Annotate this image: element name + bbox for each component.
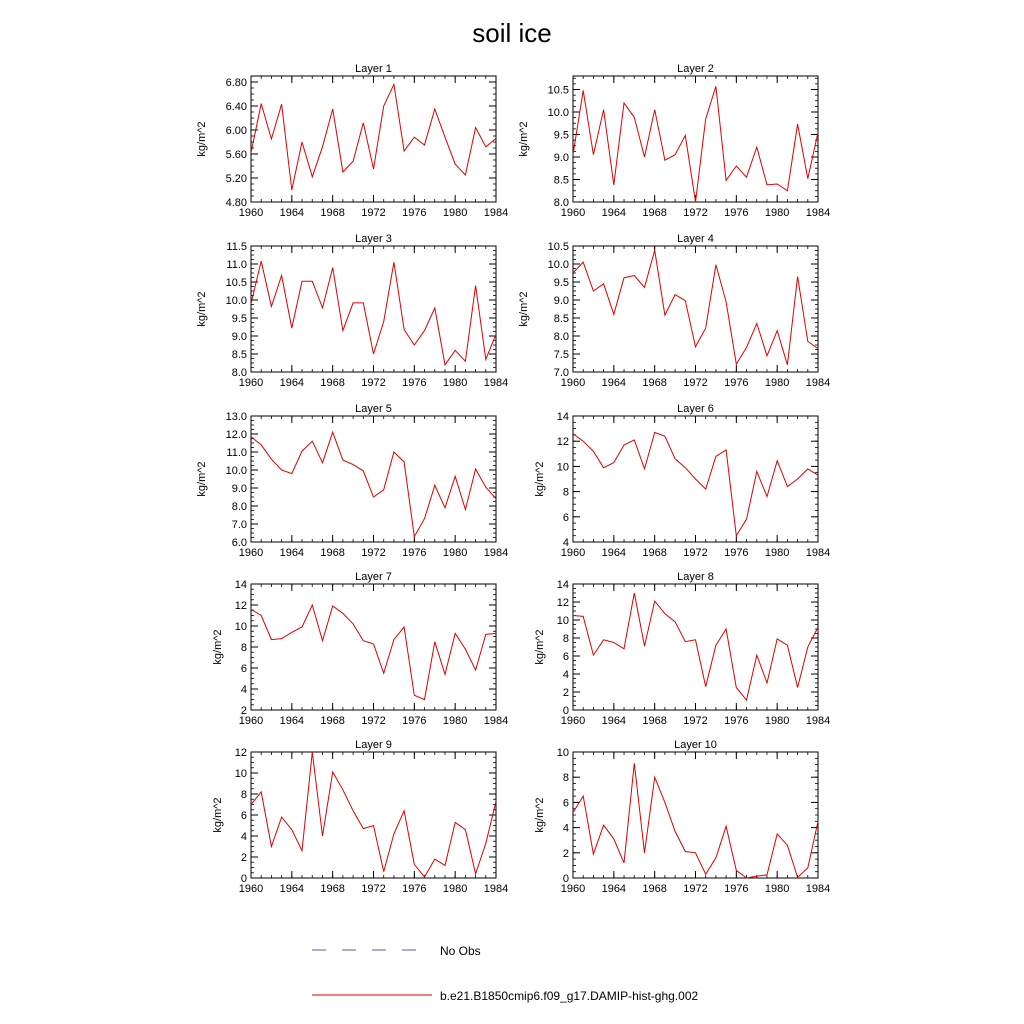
- series-line: [573, 593, 818, 700]
- y-tick-label: 9.0: [231, 331, 247, 343]
- y-tick-label: 8: [562, 633, 569, 645]
- plot-frame: [251, 752, 496, 878]
- y-tick-label: 8.5: [553, 313, 569, 325]
- y-tick-label: 6: [562, 651, 569, 663]
- y-tick-label: 12: [234, 747, 247, 759]
- x-tick-label: 1984: [483, 715, 509, 727]
- x-tick-label: 1984: [805, 715, 831, 727]
- x-tick-label: 1980: [442, 715, 468, 727]
- x-tick-label: 1984: [483, 207, 509, 219]
- x-tick-label: 1976: [724, 547, 749, 559]
- panel-layer-5: [196, 403, 508, 559]
- y-tick-label: 11.0: [226, 447, 247, 459]
- y-axis-label: kg/m^2: [212, 629, 224, 665]
- y-tick-label: 14: [234, 579, 247, 591]
- y-tick-label: 8.0: [553, 197, 569, 209]
- y-axis-label: kg/m^2: [212, 797, 224, 833]
- y-tick-label: 13.0: [225, 411, 247, 423]
- x-tick-label: 1980: [442, 377, 468, 389]
- series-line: [573, 86, 818, 202]
- x-tick-label: 1976: [402, 207, 427, 219]
- y-tick-label: 10.0: [225, 465, 247, 477]
- x-tick-label: 1980: [442, 207, 468, 219]
- figure-title: soil ice: [472, 18, 552, 48]
- panel-title: Layer 2: [677, 63, 714, 75]
- y-axis-label: kg/m^2: [518, 291, 530, 327]
- y-tick-label: 8.0: [231, 367, 247, 379]
- x-tick-label: 1960: [238, 377, 264, 389]
- y-tick-label: 9.5: [553, 277, 569, 289]
- x-tick-label: 1976: [724, 377, 749, 389]
- x-tick-label: 1968: [642, 883, 667, 895]
- y-tick-label: 8: [240, 789, 247, 801]
- series-line: [251, 84, 496, 190]
- x-tick-label: 1960: [238, 715, 264, 727]
- series-line: [251, 752, 496, 877]
- y-tick-label: 10.5: [547, 241, 569, 253]
- x-tick-label: 1964: [601, 547, 627, 559]
- y-tick-label: 4: [562, 669, 569, 681]
- x-tick-label: 1968: [642, 547, 667, 559]
- y-tick-label: 9.5: [231, 313, 247, 325]
- x-tick-label: 1976: [402, 883, 427, 895]
- y-tick-label: 4.80: [225, 197, 247, 209]
- x-tick-label: 1960: [560, 883, 586, 895]
- y-tick-label: 11.5: [226, 241, 247, 253]
- y-tick-label: 12: [556, 597, 569, 609]
- x-tick-label: 1984: [805, 207, 831, 219]
- panel-title: Layer 1: [355, 63, 392, 75]
- y-tick-label: 14: [556, 579, 569, 591]
- y-axis-label: kg/m^2: [196, 121, 208, 157]
- x-tick-label: 1980: [764, 715, 790, 727]
- x-tick-label: 1980: [764, 207, 790, 219]
- y-tick-label: 2: [562, 847, 569, 860]
- y-tick-label: 10: [556, 461, 569, 474]
- panel-title: Layer 7: [355, 571, 392, 583]
- x-tick-label: 1980: [442, 883, 468, 895]
- x-tick-label: 1972: [361, 715, 386, 727]
- x-tick-label: 1980: [442, 547, 468, 559]
- plot-frame: [573, 76, 818, 202]
- y-axis-label: kg/m^2: [534, 629, 546, 665]
- x-tick-label: 1968: [320, 547, 345, 559]
- y-tick-label: 9.5: [553, 129, 569, 142]
- x-tick-label: 1984: [483, 547, 509, 559]
- series-line: [573, 432, 818, 535]
- series-line: [251, 605, 496, 700]
- y-tick-label: 7.0: [231, 519, 247, 531]
- x-tick-label: 1968: [642, 377, 667, 389]
- y-tick-label: 10: [556, 747, 569, 759]
- panel-layer-1: [196, 63, 508, 219]
- y-tick-label: 10.0: [547, 259, 569, 271]
- plot-frame: [573, 752, 818, 878]
- x-tick-label: 1976: [402, 377, 427, 389]
- panel-layer-7: [212, 571, 508, 727]
- x-tick-label: 1968: [642, 207, 667, 219]
- plot-frame: [573, 584, 818, 710]
- x-tick-label: 1980: [764, 547, 790, 559]
- x-tick-label: 1964: [601, 377, 627, 389]
- panel-layer-8: [534, 571, 830, 727]
- y-tick-label: 6.40: [225, 101, 247, 113]
- panel-title: Layer 6: [677, 403, 714, 415]
- x-tick-label: 1964: [279, 377, 305, 389]
- x-tick-label: 1964: [601, 883, 627, 895]
- y-tick-label: 6.80: [225, 77, 247, 89]
- x-tick-label: 1976: [724, 883, 749, 895]
- x-tick-label: 1980: [764, 377, 790, 389]
- x-tick-label: 1964: [279, 207, 305, 219]
- panel-layer-10: [534, 739, 830, 895]
- y-tick-label: 9.0: [553, 152, 569, 164]
- panel-layer-9: [212, 739, 508, 895]
- x-tick-label: 1984: [805, 883, 831, 895]
- y-tick-label: 6: [240, 663, 247, 675]
- x-tick-label: 1972: [361, 547, 386, 559]
- y-tick-label: 7.5: [553, 349, 569, 361]
- y-tick-label: 10.0: [547, 107, 569, 119]
- y-tick-label: 4: [240, 831, 247, 843]
- y-tick-label: 6.00: [225, 125, 247, 137]
- y-tick-label: 6: [562, 511, 569, 524]
- y-tick-label: 6: [562, 797, 569, 810]
- y-tick-label: 12: [556, 436, 569, 449]
- x-tick-label: 1972: [683, 207, 708, 219]
- y-tick-label: 10.5: [225, 277, 247, 289]
- x-tick-label: 1960: [238, 547, 264, 559]
- x-tick-label: 1968: [642, 715, 667, 727]
- legend-model-label: b.e21.B1850cmip6.f09_g17.DAMIP-hist-ghg.002: [440, 989, 699, 1003]
- plot-frame: [573, 246, 818, 372]
- panel-layer-6: [534, 403, 830, 559]
- y-axis-label: kg/m^2: [534, 797, 546, 833]
- y-tick-label: 10.0: [225, 295, 247, 307]
- y-tick-label: 7.0: [553, 367, 569, 379]
- x-tick-label: 1968: [320, 715, 345, 727]
- y-tick-label: 11.0: [226, 259, 247, 271]
- legend: [312, 944, 698, 1003]
- x-tick-label: 1976: [402, 547, 427, 559]
- y-axis-label: kg/m^2: [196, 461, 208, 497]
- panel-grid: [196, 63, 830, 895]
- x-tick-label: 1972: [361, 207, 386, 219]
- y-tick-label: 2: [562, 687, 569, 699]
- x-tick-label: 1976: [724, 715, 749, 727]
- y-tick-label: 5.20: [225, 173, 247, 185]
- x-tick-label: 1964: [279, 715, 305, 727]
- panel-title: Layer 3: [355, 233, 392, 245]
- y-tick-label: 8: [240, 642, 247, 654]
- y-tick-label: 10: [234, 768, 247, 780]
- y-tick-label: 8: [562, 486, 569, 499]
- x-tick-label: 1960: [238, 883, 264, 895]
- x-tick-label: 1972: [361, 883, 386, 895]
- panel-layer-3: [196, 233, 508, 389]
- x-tick-label: 1972: [683, 883, 708, 895]
- x-tick-label: 1964: [601, 207, 627, 219]
- x-tick-label: 1960: [560, 715, 586, 727]
- panel-title: Layer 4: [677, 233, 714, 245]
- y-tick-label: 5.60: [225, 149, 247, 161]
- x-tick-label: 1984: [483, 377, 509, 389]
- panel-layer-2: [518, 63, 830, 219]
- y-tick-label: 8.5: [231, 349, 247, 361]
- y-tick-label: 8.5: [553, 174, 569, 187]
- y-axis-label: kg/m^2: [196, 291, 208, 327]
- x-tick-label: 1976: [724, 207, 749, 219]
- series-line: [573, 763, 818, 878]
- x-tick-label: 1972: [683, 547, 708, 559]
- y-tick-label: 10: [234, 621, 247, 633]
- y-tick-label: 10.5: [547, 84, 569, 97]
- x-tick-label: 1960: [238, 207, 264, 219]
- x-tick-label: 1984: [805, 547, 831, 559]
- panel-title: Layer 5: [355, 403, 392, 415]
- x-tick-label: 1968: [320, 377, 345, 389]
- y-tick-label: 6: [240, 810, 247, 822]
- x-tick-label: 1976: [402, 715, 427, 727]
- plot-frame: [251, 76, 496, 202]
- x-tick-label: 1972: [683, 715, 708, 727]
- series-line: [251, 261, 496, 365]
- y-tick-label: 2: [240, 705, 247, 717]
- plot-frame: [251, 416, 496, 542]
- x-tick-label: 1984: [483, 883, 509, 895]
- y-tick-label: 14: [556, 411, 569, 423]
- x-tick-label: 1964: [601, 715, 627, 727]
- x-tick-label: 1968: [320, 207, 345, 219]
- x-tick-label: 1960: [560, 377, 586, 389]
- y-tick-label: 4: [562, 537, 569, 549]
- panel-layer-4: [518, 233, 830, 389]
- y-tick-label: 8.0: [553, 331, 569, 343]
- y-tick-label: 12.0: [225, 429, 247, 441]
- x-tick-label: 1964: [279, 883, 305, 895]
- series-line: [251, 432, 496, 536]
- panel-title: Layer 8: [677, 571, 714, 583]
- x-tick-label: 1964: [279, 547, 305, 559]
- x-tick-label: 1972: [683, 377, 708, 389]
- y-tick-label: 0: [562, 873, 569, 885]
- x-tick-label: 1968: [320, 883, 345, 895]
- panel-title: Layer 9: [355, 739, 392, 751]
- y-axis-label: kg/m^2: [534, 461, 546, 497]
- y-tick-label: 12: [234, 600, 247, 612]
- y-axis-label: kg/m^2: [518, 121, 530, 157]
- legend-no-obs-label: No Obs: [440, 944, 481, 958]
- x-tick-label: 1984: [805, 377, 831, 389]
- x-tick-label: 1960: [560, 207, 586, 219]
- y-tick-label: 8.0: [231, 501, 247, 513]
- x-tick-label: 1960: [560, 547, 586, 559]
- panel-title: Layer 10: [674, 739, 717, 751]
- y-tick-label: 4: [562, 822, 569, 835]
- y-tick-label: 8: [562, 772, 569, 785]
- y-tick-label: 6.0: [231, 537, 247, 549]
- series-line: [573, 250, 818, 364]
- y-tick-label: 0: [562, 705, 569, 717]
- y-tick-label: 0: [240, 873, 247, 885]
- y-tick-label: 2: [240, 852, 247, 864]
- x-tick-label: 1972: [361, 377, 386, 389]
- y-tick-label: 4: [240, 684, 247, 696]
- y-tick-label: 9.0: [231, 483, 247, 495]
- y-tick-label: 9.0: [553, 295, 569, 307]
- x-tick-label: 1980: [764, 883, 790, 895]
- y-tick-label: 10: [556, 615, 569, 627]
- plot-frame: [251, 584, 496, 710]
